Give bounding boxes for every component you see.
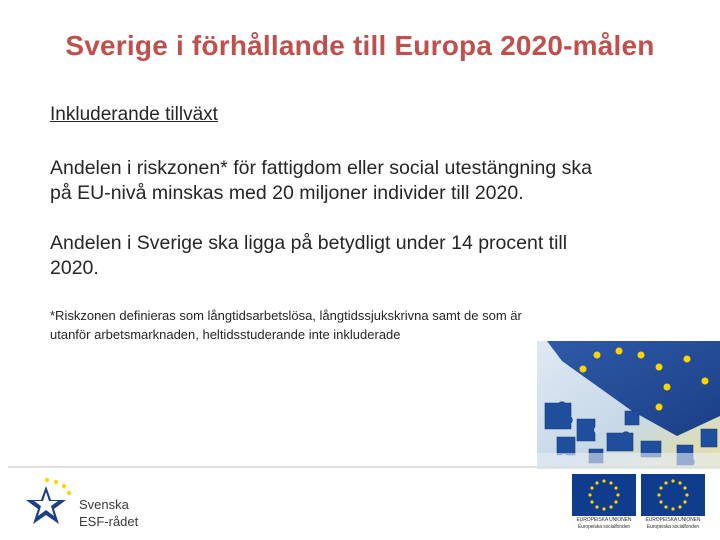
eu-caption-2-line2: Europeiska socialfonden xyxy=(646,524,700,530)
eu-caption-1 xyxy=(571,517,637,531)
eu-caption-2 xyxy=(640,517,706,531)
section-subheading: Inkluderande tillväxt xyxy=(50,104,218,125)
eu-caption-1-line1: EUROPEISKA UNIONEN xyxy=(576,517,632,523)
eu-flag-1 xyxy=(572,474,636,516)
eu-caption-1-line2: Europeiska socialfonden xyxy=(577,524,631,530)
eu-flag-icon xyxy=(572,474,636,516)
paragraph-eu-target: Andelen i riskzonen* för fattigdom eller social utestängning ska på EU-nivå minskas med 20 miljoner individer till 2020. xyxy=(50,157,592,204)
star-figure-logo-icon xyxy=(18,474,78,534)
slide-content xyxy=(50,104,610,344)
eu-puzzle-image xyxy=(537,341,720,469)
esf-line1: Svenska xyxy=(79,497,129,512)
eu-flag-icon xyxy=(641,474,705,516)
slide-title: Sverige i förhållande till Europa 2020-målen xyxy=(65,30,655,61)
esf-line2: ESF-rådet xyxy=(79,514,139,529)
esf-label xyxy=(79,496,138,530)
footnote: *Riskzonen definieras som långtidsarbetslösa, långtidssjukskrivna samt de som är utanför arbetsmarknaden, heltidsstuderande inte inkluderade xyxy=(50,308,522,342)
eu-caption-2-line1: EUROPEISKA UNIONEN xyxy=(645,517,701,523)
footer-divider xyxy=(8,466,720,468)
paragraph-sweden-target: Andelen i Sverige ska ligga på betydligt under 14 procent till 2020. xyxy=(50,232,568,279)
eu-flag-2 xyxy=(641,474,705,516)
